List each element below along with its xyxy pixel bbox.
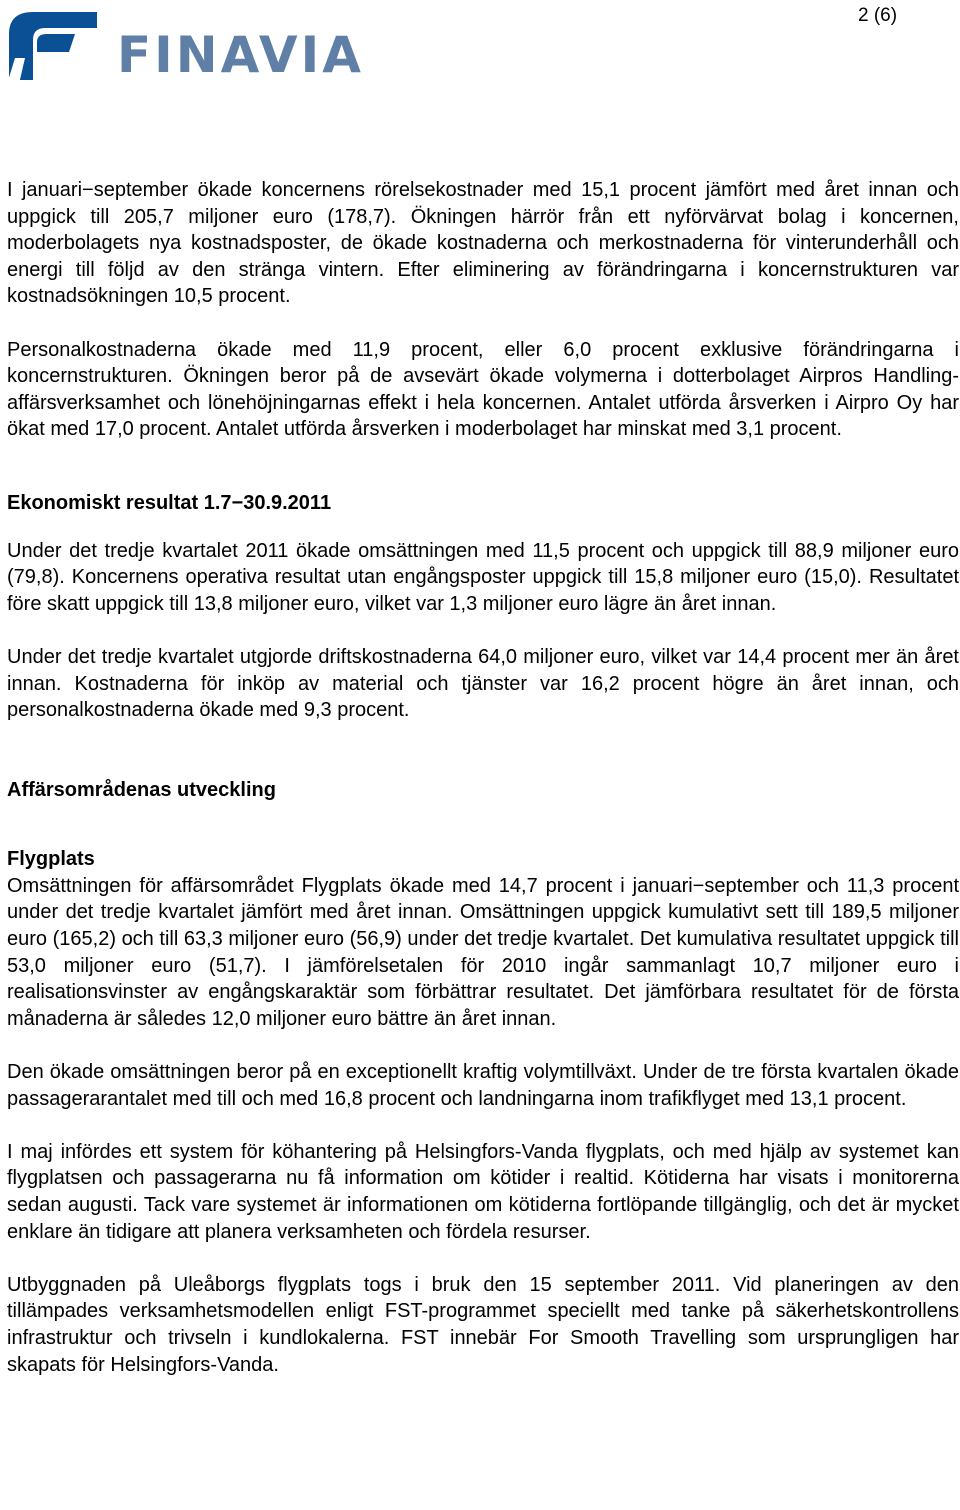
heading-airports: Flygplats	[7, 848, 95, 871]
heading-economic-result: Ekonomiskt resultat 1.7−30.9.2011	[7, 491, 332, 514]
page-number: 2 (6)	[858, 5, 898, 26]
paragraph-airports-revenue: Omsättningen för affärsområdet Flygplats ökade med 14,7 procent i januari−september och 11,3 procent under det tredje kvartalet jämfört med året innan. Omsättningen uppgick kumulativt sett till 189,5 miljoner euro (165,2) och till 63,3 miljoner euro (56,9) under det tredje kvartalet. Det kumulativa resultatet uppgick till 53,0 miljoner euro (51,7). I jämförelsetalen för 2010 ingår sammanlagt 10,7 miljoner euro i realisationsvinster av engångskaraktär som förbättrar resultatet. Det jämförbara resultatet för de första månaderna är således 12,0 miljoner euro bättre än året innan.	[7, 874, 959, 1030]
finavia-logo	[7, 6, 387, 84]
paragraph-volume-growth: Den ökade omsättningen beror på en exceptionellt kraftig volymtillväxt. Under de tre första kvartalen ökade passagerarantalet med till och med 16,8 procent och landningarna inom trafikflyget med 13,1 procent.	[7, 1061, 959, 1110]
heading-business-areas: Affärsområdenas utveckling	[7, 778, 276, 801]
document-body	[7, 177, 959, 1378]
finavia-emblem-icon	[7, 12, 97, 84]
paragraph-operating-costs: I januari−september ökade koncernens rörelsekostnader med 15,1 procent jämfört med året innan och uppgick till 205,7 miljoner euro (178,7). Ökningen härrör från ett nyförvärvat bolag i koncernen, moderbolagets nya kostnadsposter, de ökade kostnaderna och merkostnaderna för vinterunderhåll och energi till följd av den stränga vintern. Efter eliminering av förändringarna i koncernstrukturen var kostnadsökningen 10,5 procent.	[7, 179, 959, 308]
paragraph-queue-system: I maj infördes ett system för köhantering på Helsingfors-Vanda flygplats, och med hjälp av systemet kan flygplatsen och passagerarna nu få information om kötider i realtid. Kötiderna har visats i monitorerna sedan augusti. Tack vare systemet är informationen om kötiderna fortlöpande tillgänglig, och det är mycket enklare än tidigare att planera verksamheten och fördela resurser.	[7, 1140, 959, 1243]
paragraph-q3-costs: Under det tredje kvartalet utgjorde driftskostnaderna 64,0 miljoner euro, vilket var 14,4 procent mer än året innan. Kostnaderna för inköp av material och tjänster var 16,2 procent högre än året innan, och personalkostnaderna ökade med 9,3 procent.	[7, 645, 959, 722]
finavia-logo-text: FINAVIA	[117, 26, 364, 84]
paragraph-oulu-expansion: Utbyggnaden på Uleåborgs flygplats togs i bruk den 15 september 2011. Vid planeringen av den tillämpades verksamhetsmodellen enligt FST-programmet speciellt med tanke på säkerhetskontrollens infrastruktur och trivseln i kundlokalerna. FST innebär For Smooth Travelling som ursprungligen har skapats för Helsingfors-Vanda.	[7, 1273, 959, 1376]
paragraph-personnel-costs: Personalkostnaderna ökade med 11,9 procent, eller 6,0 procent exklusive förändringarna i koncernstrukturen. Ökningen beror på de avsevärt ökade volymerna i dotterbolaget Airpros Handling-affärsverksamhet och lönehöjningarnas effekt i hela koncernen. Antalet utförda årsverken i Airpro Oy har ökat med 17,0 procent. Antalet utförda årsverken i moderbolaget har minskat med 3,1 procent.	[7, 338, 959, 441]
paragraph-q3-revenue: Under det tredje kvartalet 2011 ökade omsättningen med 11,5 procent och uppgick till 88,9 miljoner euro (79,8). Koncernens operativa resultat utan engångsposter uppgick till 15,8 miljoner euro (15,0). Resultatet före skatt uppgick till 13,8 miljoner euro, vilket var 1,3 miljoner euro lägre än året innan.	[7, 539, 959, 615]
